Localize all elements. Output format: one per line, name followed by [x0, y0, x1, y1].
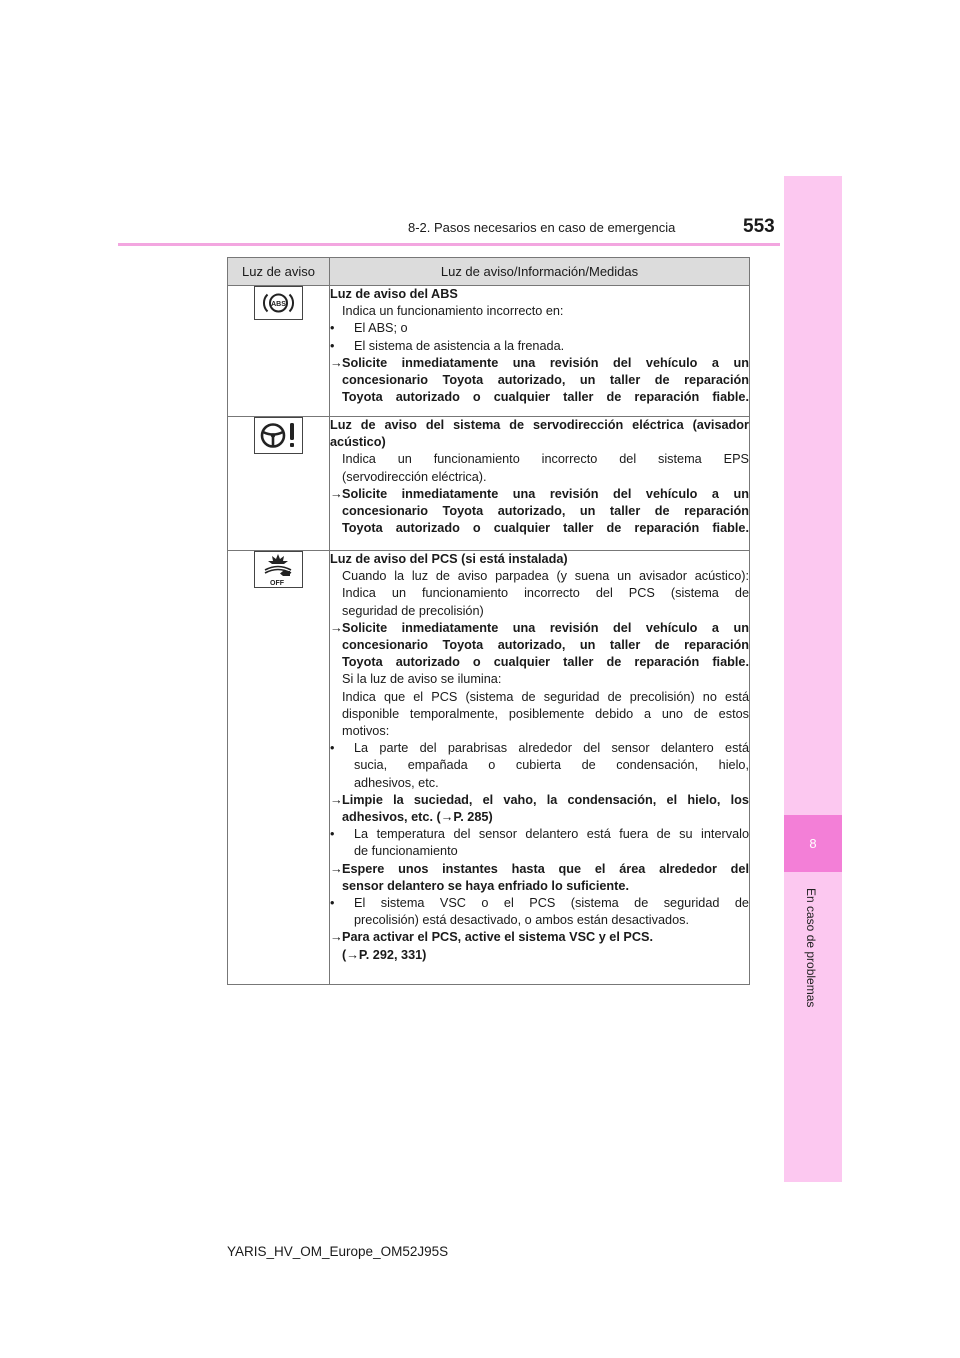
- row-title: Luz de aviso del ABS: [330, 287, 458, 301]
- action-item: → Solicite inmediatamente una revisión del vehículo a un concesionario Toyota autorizado, un taller de reparación Toyota autorizado o cualquier taller de reparación fiable.: [330, 355, 749, 405]
- info-line: Cuando la luz de aviso parpadea (y suena un avisador acústico):: [342, 569, 749, 584]
- info-cell: [330, 551, 750, 985]
- icon-cell: [228, 417, 330, 551]
- info-line: Indica que el PCS (sistema de seguridad de precolisión) no está: [342, 689, 749, 704]
- chapter-number: 8: [809, 836, 817, 851]
- row-title: Luz de aviso del PCS (si está instalada): [330, 552, 568, 566]
- info-line: Indica un funcionamiento incorrecto en:: [342, 304, 564, 319]
- action-item: → Para activar el PCS, active el sistema VSC y el PCS. (→P. 292, 331): [330, 930, 654, 962]
- col-header-info: Luz de aviso/Información/Medidas: [330, 258, 750, 286]
- bullet-item: • El sistema de asistencia a la frenada.: [330, 338, 565, 353]
- section-title: 8-2. Pasos necesarios en caso de emergencia: [408, 220, 676, 235]
- bullet-item: • La temperatura del sensor delantero está fuera de su intervalo de funcionamiento: [330, 827, 749, 859]
- document-code: YARIS_HV_OM_Europe_OM52J95S: [227, 1244, 449, 1259]
- info-line: Si la luz de aviso se ilumina:: [342, 672, 502, 687]
- abs-warning-icon: [254, 286, 303, 320]
- page-number: 553: [743, 216, 775, 237]
- row-title: acústico): [330, 435, 386, 450]
- table-row: [228, 551, 750, 985]
- chapter-label: En caso de problemas: [804, 888, 818, 1008]
- info-line: motivos:: [342, 724, 390, 739]
- bullet-item: • El sistema VSC o el PCS (sistema de seguridad de precolisión) está desactivado, o ambos están desactivados.: [330, 896, 749, 928]
- bullet-item: • La parte del parabrisas alrededor del sensor delantero está sucia, empañada o cubierta de condensación, hielo, adhesivos, etc.: [330, 741, 749, 790]
- action-item: → Limpie la suciedad, el vaho, la condensación, el hielo, los adhesivos, etc. (→P. 285): [330, 792, 749, 825]
- chapter-box: [784, 815, 842, 872]
- warning-lights-table: [227, 257, 750, 985]
- steering-warning-icon: [254, 417, 303, 454]
- header-rule: [118, 243, 780, 246]
- table-row: [228, 417, 750, 551]
- table-row: [228, 286, 750, 417]
- info-line: seguridad de precolisión): [342, 603, 484, 618]
- row-title: Luz de aviso del sistema de servodirección eléctrica (avisador: [330, 418, 749, 432]
- col-header-light: Luz de aviso: [228, 258, 330, 286]
- icon-cell: [228, 286, 330, 417]
- info-line: Indica un funcionamiento incorrecto del sistema EPS: [342, 452, 749, 467]
- action-item: → Espere unos instantes hasta que el área alrededor del sensor delantero se haya enfriado lo suficiente.: [330, 861, 749, 893]
- info-line: disponible temporalmente, posiblemente debido a uno de estos: [342, 706, 749, 721]
- icon-cell: [228, 551, 330, 985]
- info-line: Indica un funcionamiento incorrecto del PCS (sistema de: [342, 586, 749, 601]
- action-item: → Solicite inmediatamente una revisión del vehículo a un concesionario Toyota autorizado, un taller de reparación Toyota autorizado o cualquier taller de reparación fiable.: [330, 620, 749, 670]
- table-header-row: [228, 258, 750, 286]
- bullet-item: • El ABS; o: [330, 321, 408, 336]
- pcs-icon-text: OFF: [270, 580, 284, 587]
- info-cell: [330, 286, 750, 417]
- action-item: → Solicite inmediatamente una revisión del vehículo a un concesionario Toyota autorizado, un taller de reparación Toyota autorizado o cualquier taller de reparación fiable.: [330, 486, 749, 536]
- abs-icon-text: ABS: [271, 301, 286, 308]
- side-tab: [784, 176, 842, 1182]
- info-cell: [330, 417, 750, 551]
- info-line: (servodirección eléctrica).: [342, 469, 487, 484]
- pcs-warning-icon: [254, 551, 303, 588]
